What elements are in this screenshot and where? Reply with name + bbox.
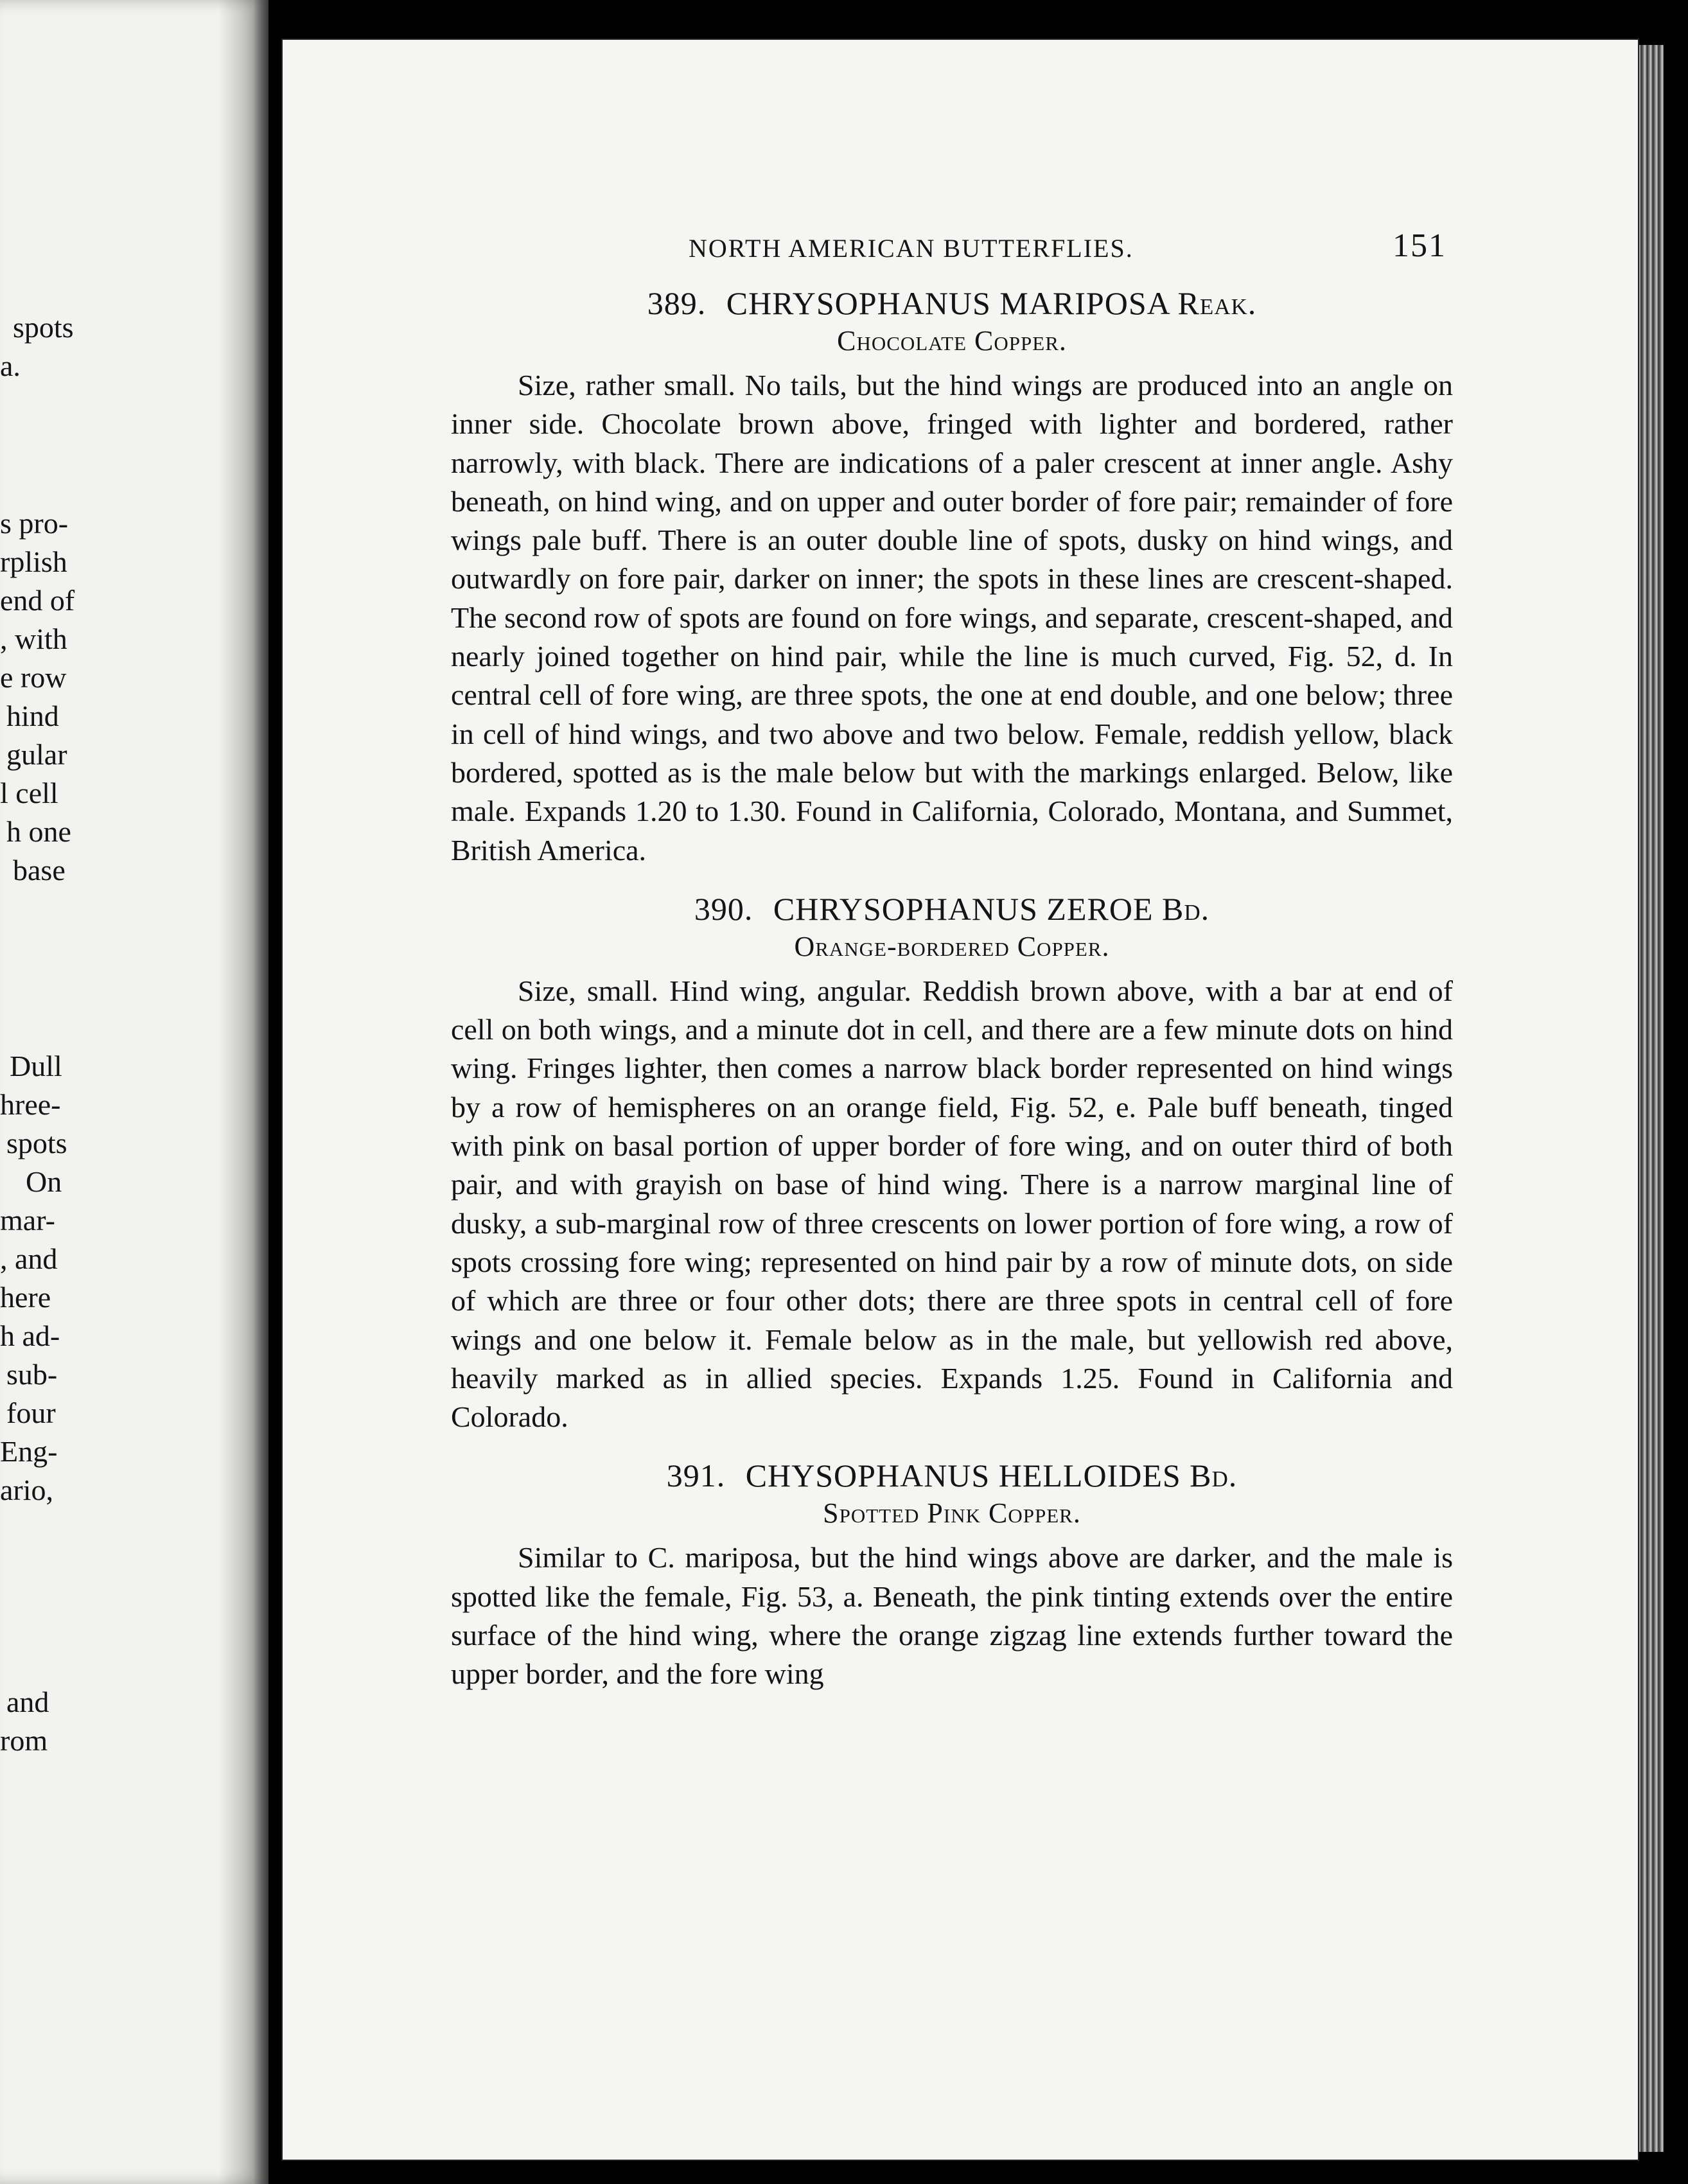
species-description: Size, rather small. No tails, but the hind wings are produced into an angle on inner side. Chocolate brown above, fringed with lighter and bordered, rather narrowly, with black. There are indications of a paler crescent at inner angle. Ashy beneath, on hind wing, and on upper and outer border of fore pair; remainder of fore wings pale buff. There is an outer double line of spots, dusky on hind wings, and outwardly on fore pair, darker on inner; the spots in these lines are crescent-shaped. The second row of spots are found on fore wings, and separate, crescent-shaped, and nearly joined together on hind pair, while the line is much curved, Fig. 52, d. In central cell of fore wing, are three spots, the one at end double, and one below; three in cell of hind wings, and two above and two below. Female, reddish yellow, black bordered, spotted as is the male below but with the markings enlarged. Below, like male. Expands 1.20 to 1.30. Found in California, Colorado, Montana, and Summet, British America. — [451, 369, 1453, 867]
left-page-fragment: e row — [0, 661, 67, 694]
species-name: CHRYSOPHANUS MARIPOSA — [726, 285, 1169, 321]
left-page-fragment: , and — [0, 1242, 58, 1275]
species-name: CHYSOPHANUS HELLOIDES — [745, 1457, 1181, 1494]
species-number: 390. — [694, 890, 753, 927]
left-page-fragment: four — [6, 1396, 56, 1429]
species-number: 391. — [666, 1457, 726, 1494]
species-heading — [451, 1457, 1453, 1494]
left-page-fragment: h ad- — [0, 1319, 60, 1352]
left-page-fragment: s pro- — [0, 507, 69, 540]
left-page-fragment: Dull — [10, 1050, 62, 1082]
left-page-fragment: mar- — [0, 1204, 55, 1237]
species-heading — [451, 890, 1453, 928]
running-head-title: NORTH AMERICAN BUTTERFLIES. — [689, 234, 1134, 263]
common-name: Orange-bordered Copper. — [794, 930, 1110, 962]
common-name: Chocolate Copper. — [837, 325, 1067, 357]
species-description: Similar to C. mariposa, but the hind wings above are darker, and the male is spotted like the female, Fig. 53, a. Beneath, the pink tinting extends over the entire surface of the hind wing, where the orange zigzag line extends further toward the upper border, and the fore wing — [451, 1541, 1453, 1691]
left-page-fragment: spots — [13, 311, 74, 344]
left-page-fragment: hree- — [0, 1088, 61, 1121]
left-page-fragment: end of — [0, 584, 75, 617]
left-page-fragment: gular — [6, 738, 67, 771]
species-author: Bd. — [1162, 890, 1210, 927]
species-description: Size, small. Hind wing, angular. Reddish brown above, with a bar at end of cell on both wings, and a minute dot in cell, and there are a few minute dots on hind wing. Fringes lighter, then comes a narrow black border represented on hind wings by a row of hemispheres on an orange field, Fig. 52, e. Pale buff beneath, tinged with pink on basal portion of upper border of fore wing, and on outer third of both pair, and with grayish on base of hind wing. There is a narrow marginal line of dusky, a sub-marginal row of three crescents on lower portion of fore wing, a row of spots crossing fore wing; represented on hind pair by a row of minute dots, on side of which are three or four other dots; there are three spots in central cell of fore wings and one below it. Female below as in the male, but yellowish red above, heavily marked as in allied species. Expands 1.25. Found in California and Colorado. — [451, 974, 1453, 1434]
species-author: Reak. — [1177, 285, 1257, 321]
left-page-fragment: On — [26, 1165, 62, 1198]
left-page-fragment: h one — [6, 815, 71, 848]
left-page-fragment: here — [0, 1281, 51, 1314]
species-author: Bd. — [1190, 1457, 1238, 1494]
species-heading — [451, 285, 1453, 322]
species-name: CHRYSOPHANUS ZEROE — [773, 890, 1154, 927]
left-page-fragment: l cell — [0, 777, 58, 809]
page-text-block — [451, 222, 1453, 1714]
running-head — [451, 222, 1453, 273]
species-number: 389. — [647, 285, 707, 321]
left-page-fragment: base — [13, 854, 66, 886]
left-page-fragment: and — [6, 1686, 49, 1718]
page-number: 151 — [1393, 227, 1446, 264]
previous-page-strip — [0, 0, 268, 2184]
left-page-fragment: a. — [0, 349, 21, 382]
left-page-fragment: , with — [0, 622, 67, 655]
left-page-fragment: hind — [6, 700, 59, 732]
left-page-fragment: sub- — [6, 1358, 58, 1391]
left-page-fragment: rom — [0, 1724, 48, 1757]
left-page-fragment: rplish — [0, 545, 67, 578]
common-name: Spotted Pink Copper. — [823, 1497, 1081, 1529]
left-page-fragment: spots — [6, 1127, 67, 1159]
left-page-fragment: ario, — [0, 1474, 54, 1506]
left-page-fragment: Eng- — [0, 1435, 58, 1468]
book-gutter — [218, 0, 268, 2184]
